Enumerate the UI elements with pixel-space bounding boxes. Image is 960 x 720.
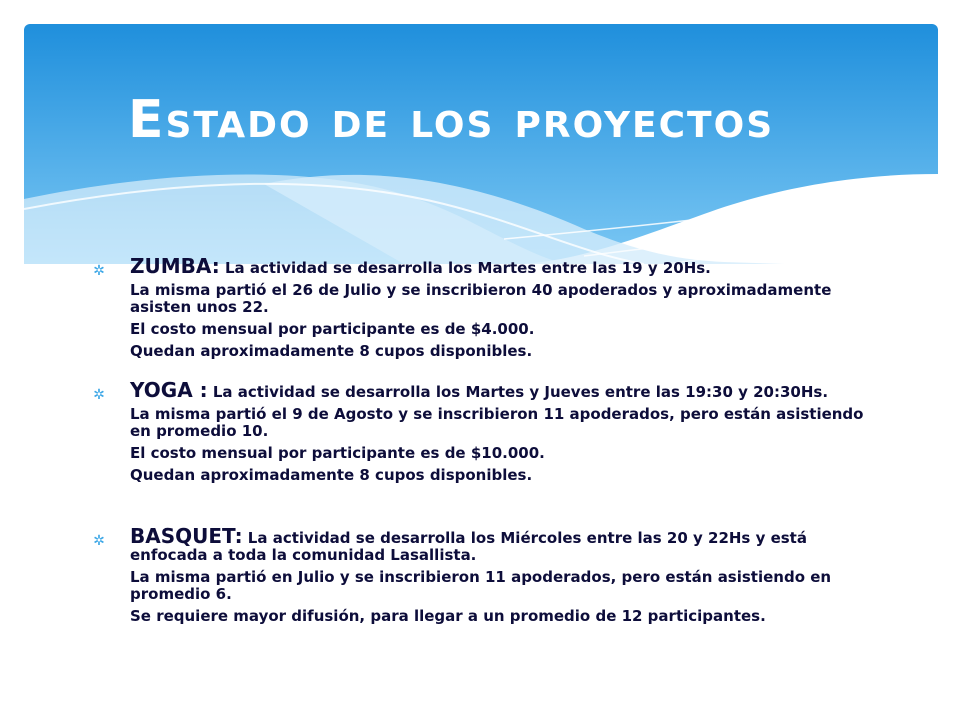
asterisk-icon: ✲ [93, 387, 105, 403]
project-heading [130, 524, 870, 564]
project-lead: La actividad se desarrolla los Martes entre las 19 y 20Hs. [219, 259, 711, 277]
project-heading [130, 378, 870, 402]
project-detail: La misma partió el 9 de Agosto y se inscribieron 11 apoderados, pero están asistiendo en promedio 10. [130, 405, 864, 440]
project-detail: Se requiere mayor difusión, para llegar a un promedio de 12 participantes. [130, 607, 766, 625]
project-lead: La actividad se desarrolla los Martes y Jueves entre las 19:30 y 20:30Hs. [207, 383, 829, 401]
project-detail: El costo mensual por participante es de $10.000. [130, 444, 545, 462]
project-detail: Quedan aproximadamente 8 cupos disponibles. [130, 466, 533, 484]
project-item-zumba [90, 254, 870, 360]
project-heading [130, 254, 870, 278]
slide-title: Estado de los proyectos [128, 90, 775, 150]
projects-list [90, 254, 870, 625]
project-name: ZUMBA: [130, 254, 220, 278]
asterisk-icon: ✲ [93, 533, 105, 549]
project-detail: Quedan aproximadamente 8 cupos disponibles. [130, 342, 533, 360]
project-item-yoga [90, 378, 870, 484]
asterisk-icon: ✲ [93, 263, 105, 279]
project-detail: El costo mensual por participante es de $4.000. [130, 320, 535, 338]
project-name: BASQUET: [130, 524, 243, 548]
project-name: YOGA : [130, 378, 208, 402]
project-lead: La actividad se desarrolla los Miércoles entre las 20 y 22Hs y está enfocada a toda la comunidad Lasallista. [130, 529, 807, 564]
title-banner [24, 24, 938, 264]
project-detail: La misma partió en Julio y se inscribieron 11 apoderados, pero están asistiendo en promedio 6. [130, 568, 832, 603]
project-item-basquet [90, 524, 870, 625]
project-detail: La misma partió el 26 de Julio y se inscribieron 40 apoderados y aproximadamente asisten unos 22. [130, 281, 832, 316]
